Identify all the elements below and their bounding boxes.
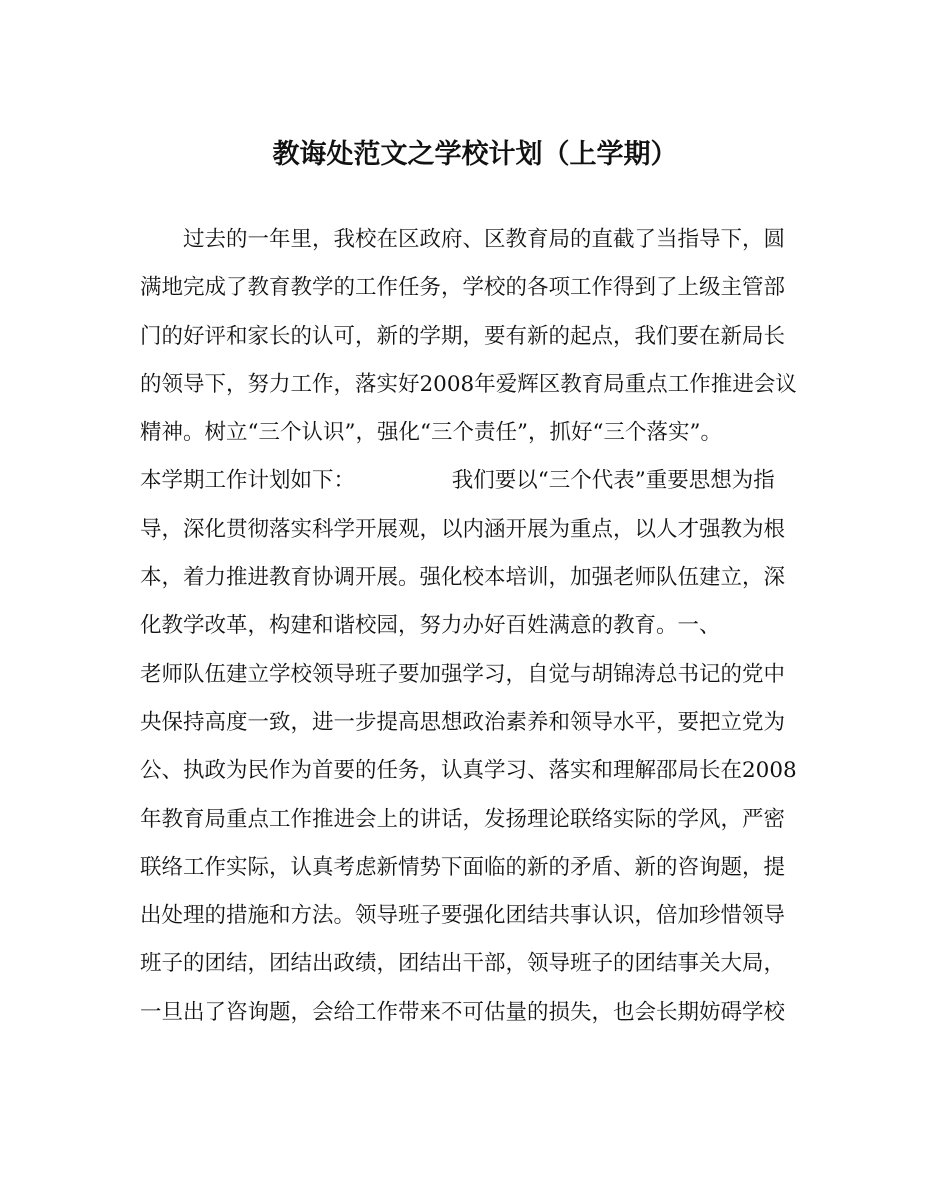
text-line: 门的好评和家长的认可，新的学期，要有新的起点，我们要在新局长	[140, 323, 786, 349]
document-body	[140, 216, 820, 1037]
text-line: 化教学改革，构建和谐校园，努力办好百姓满意的教育。一、	[140, 613, 721, 639]
text-line: 年教育局重点工作推进会上的讲话，发扬理论联络实际的学风，严密	[140, 806, 786, 832]
text-line: 联络工作实际，认真考虑新情势下面临的新的矛盾、新的咨询题，提	[140, 854, 786, 880]
text-line: 本学期工作计划如下： 我们要以“三个代表”重要思想为指	[140, 468, 775, 494]
text-line: 满地完成了教育教学的工作任务，学校的各项工作得到了上级主管部	[140, 275, 786, 301]
text-line: 公、执政为民作为首要的任务，认真学习、落实和理解邵局长在2008	[140, 758, 797, 784]
text-line: 导，深化贯彻落实科学开展观，以内涵开展为重点，以人才强教为根	[140, 516, 786, 542]
text-line: 过去的一年里，我校在区政府、区教育局的直截了当指导下，圆	[140, 227, 786, 252]
text-line: 央保持高度一致，进一步提高思想政治素养和领导水平，要把立党为	[140, 709, 786, 735]
text-line: 班子的团结，团结出政绩，团结出干部，领导班子的团结事关大局，	[140, 951, 786, 977]
text-line: 精神。树立“三个认识”，强化“三个责任”，抓好“三个落实”。	[140, 420, 722, 446]
text-line: 出处理的措施和方法。领导班子要强化团结共事认识，倍加珍惜领导	[140, 903, 786, 929]
text-line: 一旦出了咨询题，会给工作带来不可估量的损失，也会长期妨碍学校	[140, 999, 786, 1025]
text-line: 本，着力推进教育协调开展。强化校本培训，加强老师队伍建立，深	[140, 565, 786, 591]
page-title: 教诲处范文之学校计划（上学期）	[272, 139, 678, 170]
text-line: 的领导下，努力工作，落实好2008年爱辉区教育局重点工作推进会议	[140, 371, 797, 397]
text-line: 老师队伍建立学校领导班子要加强学习，自觉与胡锦涛总书记的党中	[140, 661, 786, 687]
